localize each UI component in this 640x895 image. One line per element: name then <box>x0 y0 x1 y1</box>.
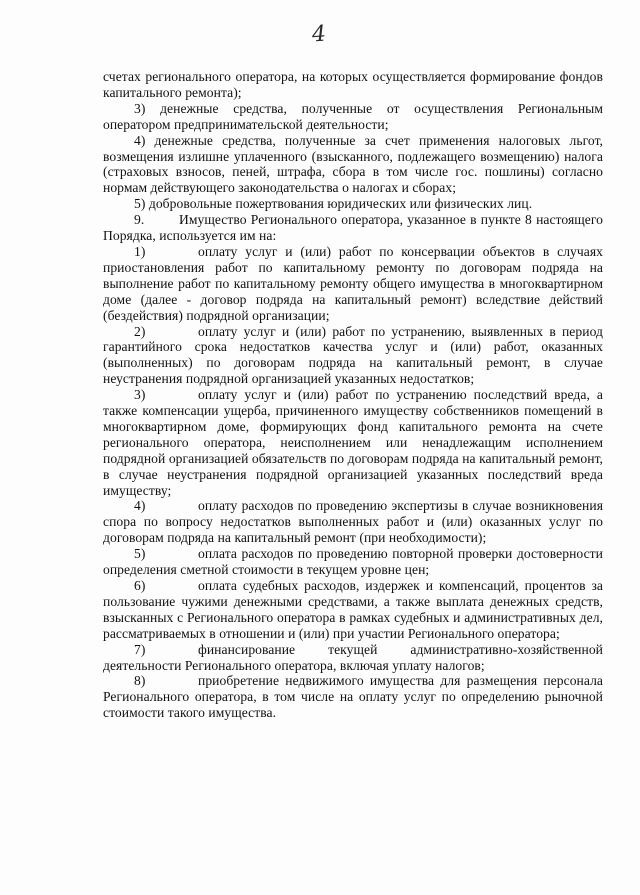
subitem-number: 6) <box>134 578 146 593</box>
subitem-1 <box>103 244 603 324</box>
subitem-text: оплату услуг и (или) работ по консервации объектов в случаях приостановления работ по капитальному ремонту по договорам подряда на выполнение работ по капитальному ремонту общего имущества в многоквартирном доме (далее - договор подряда на капитальный ремонт) вследствие действий (бездействия) подрядной организации; <box>103 243 603 323</box>
subitem-text: приобретение недвижимого имущества для размещения персонала Регионального оператора, в том числе на оплату услуг по определению рыночной стоимости такого имущества. <box>103 673 603 721</box>
paragraph-item-4: 4) денежные средства, полученные за счет применения налоговых льгот, возмещения излишне уплаченного (взысканного, подлежащего возмещению) налога (страховых взносов, пеней, штрафа, сбора в том числе гос. пошлины) согласно нормам действующего законодательства о налогах и сборах; <box>103 132 603 196</box>
subitem-text: оплату расходов по проведению экспертизы в случае возникновения спора по вопросу недостатков выполненных работ и (или) оказанных услуг по договорам подряда на капитальный ремонт (при необходимости); <box>103 498 603 546</box>
document-body <box>103 69 603 721</box>
subitem-text: оплату услуг и (или) работ по устранению последствий вреда, а также компенсации ущерба, причиненного имуществу собственников помещений в многоквартирном доме, формирующих фонд капитального ремонта на счете регионального оператора, неисполнением или ненадлежащим исполнением подрядной организацией обязательств по договорам подряда на капитальный ремонт, в случае неустранения подрядной организацией указанных последствий вреда имуществу; <box>103 387 603 498</box>
subitem-7 <box>103 642 603 674</box>
page-number: 4 <box>311 21 327 48</box>
subitem-8 <box>103 673 603 721</box>
item-9-text: Имущество Регионального оператора, указанное в пункте 8 настоящего Порядка, используется им на: <box>103 212 603 244</box>
paragraph-continuation: счетах регионального оператора, на которых осуществляется формирование фондов капитального ремонта); <box>103 69 603 100</box>
subitem-number: 2) <box>134 323 146 339</box>
subitem-text: оплату услуг и (или) работ по устранению, выявленных в период гарантийного срока недостатков качества услуг и (или) работ, оказанных (выполненных) по договорам подряда на капитальный ремонт, в случае неустранения подрядной организацией указанных недостатков; <box>103 323 603 387</box>
subitem-4 <box>103 498 603 546</box>
subitem-number: 5) <box>134 546 146 562</box>
paragraph-item-9 <box>103 212 603 244</box>
subitem-text: оплата расходов по проведению повторной проверки достоверности определения сметной стоимости в текущем уровне цен; <box>103 546 603 578</box>
paragraph-item-3: 3) денежные средства, полученные от осуществления Региональным оператором предпринимательской деятельности; <box>103 100 603 132</box>
subitem-5 <box>103 546 603 578</box>
subitem-2 <box>103 324 603 388</box>
item-9-number: 9. <box>134 212 145 228</box>
subitem-number: 3) <box>134 387 146 403</box>
paragraph-item-5: 5) добровольные пожертвования юридических или физических лиц. <box>134 196 533 212</box>
subitem-text: оплата судебных расходов, издержек и компенсаций, процентов за пользование чужими денежными средствами, а также выплата денежных средств, взысканных с Регионального оператора в рамках судебных и административных дел, рассматриваемых в отношении и (или) при участии Регионального оператора; <box>103 578 603 641</box>
subitem-number: 1) <box>134 243 146 259</box>
subitem-number: 7) <box>134 641 146 657</box>
subitem-6 <box>103 578 603 642</box>
subitem-3 <box>103 387 603 498</box>
subitem-number: 8) <box>134 673 146 689</box>
subitem-text: финансирование текущей административно-хозяйственной деятельности Регионального оператора, включая уплату налогов; <box>103 641 603 673</box>
subitem-number: 4) <box>134 498 146 514</box>
